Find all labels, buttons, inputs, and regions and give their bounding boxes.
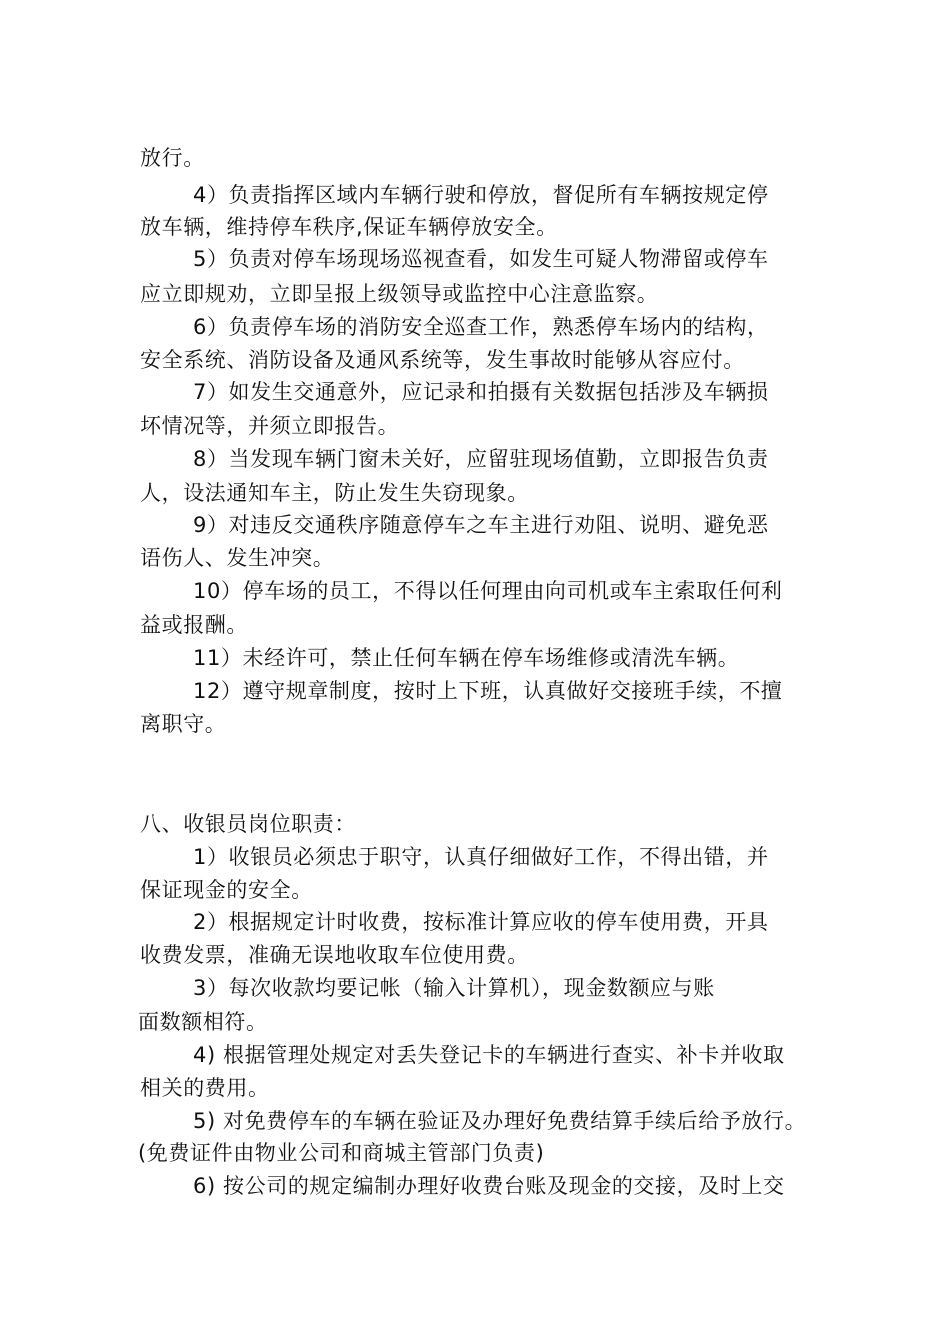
text-line: 离职守。 [140, 712, 227, 736]
text-line: 9）对违反交通秩序随意停车之车主进行劝阻、说明、避免恶 [193, 513, 769, 537]
text-line: 12）遵守规章制度，按时上下班，认真做好交接班手续，不擅 [193, 679, 783, 703]
text-line: 相关的费用。 [140, 1076, 270, 1100]
text-line: 6) 按公司的规定编制办理好收费台账及现金的交接，及时上交 [193, 1174, 785, 1198]
text-line: 放行。 [140, 146, 205, 170]
text-line: 2）根据规定计时收费，按标准计算应收的停车使用费，开具 [193, 910, 769, 934]
text-line: 放车辆，维持停车秩序,保证车辆停放安全。 [140, 215, 558, 239]
text-line: 1）收银员必须忠于职守，认真仔细做好工作，不得出错，并 [193, 845, 769, 869]
text-line: 收费发票，准确无误地收取车位使用费。 [140, 943, 529, 967]
text-line: 4）负责指挥区域内车辆行驶和停放，督促所有车辆按规定停 [193, 183, 769, 207]
text-line: 11）未经许可，禁止任何车辆在停车场维修或清洗车辆。 [193, 646, 740, 670]
text-line: 8）当发现车辆门窗未关好，应留驻现场值勤，立即报告负责 [193, 447, 769, 471]
text-line: 应立即规劝，立即呈报上级领导或监控中心注意监察。 [140, 282, 659, 306]
text-line: 益或报酬。 [140, 613, 248, 637]
text-line: 语伤人、发生冲突。 [140, 546, 335, 570]
section-heading: 八、收银员岗位职责： [140, 812, 356, 836]
text-line: (免费证件由物业公司和商城主管部门负责) [138, 1141, 545, 1165]
text-line: 面数额相符。 [138, 1010, 268, 1034]
text-line: 4) 根据管理处规定对丢失登记卡的车辆进行查实、补卡并收取 [193, 1043, 785, 1067]
text-line: 人，设法通知车主，防止发生失窃现象。 [140, 481, 529, 505]
text-line: 3）每次收款均要记帐（输入计算机），现金数额应与账 [193, 976, 715, 1000]
text-line: 7）如发生交通意外，应记录和拍摄有关数据包括涉及车辆损 [193, 380, 769, 404]
text-line: 5）负责对停车场现场巡视查看，如发生可疑人物滞留或停车 [193, 247, 769, 271]
text-line: 6）负责停车场的消防安全巡查工作，熟悉停车场内的结构， [193, 315, 769, 339]
text-line: 5) 对免费停车的车辆在验证及办理好免费结算手续后给予放行。 [193, 1109, 807, 1133]
text-line: 10）停车场的员工，不得以任何理由向司机或车主索取任何利 [193, 579, 783, 603]
text-line: 安全系统、消防设备及通风系统等，发生事故时能够从容应付。 [140, 348, 745, 372]
text-line: 保证现金的安全。 [140, 878, 313, 902]
text-line: 坏情况等，并须立即报告。 [140, 414, 400, 438]
